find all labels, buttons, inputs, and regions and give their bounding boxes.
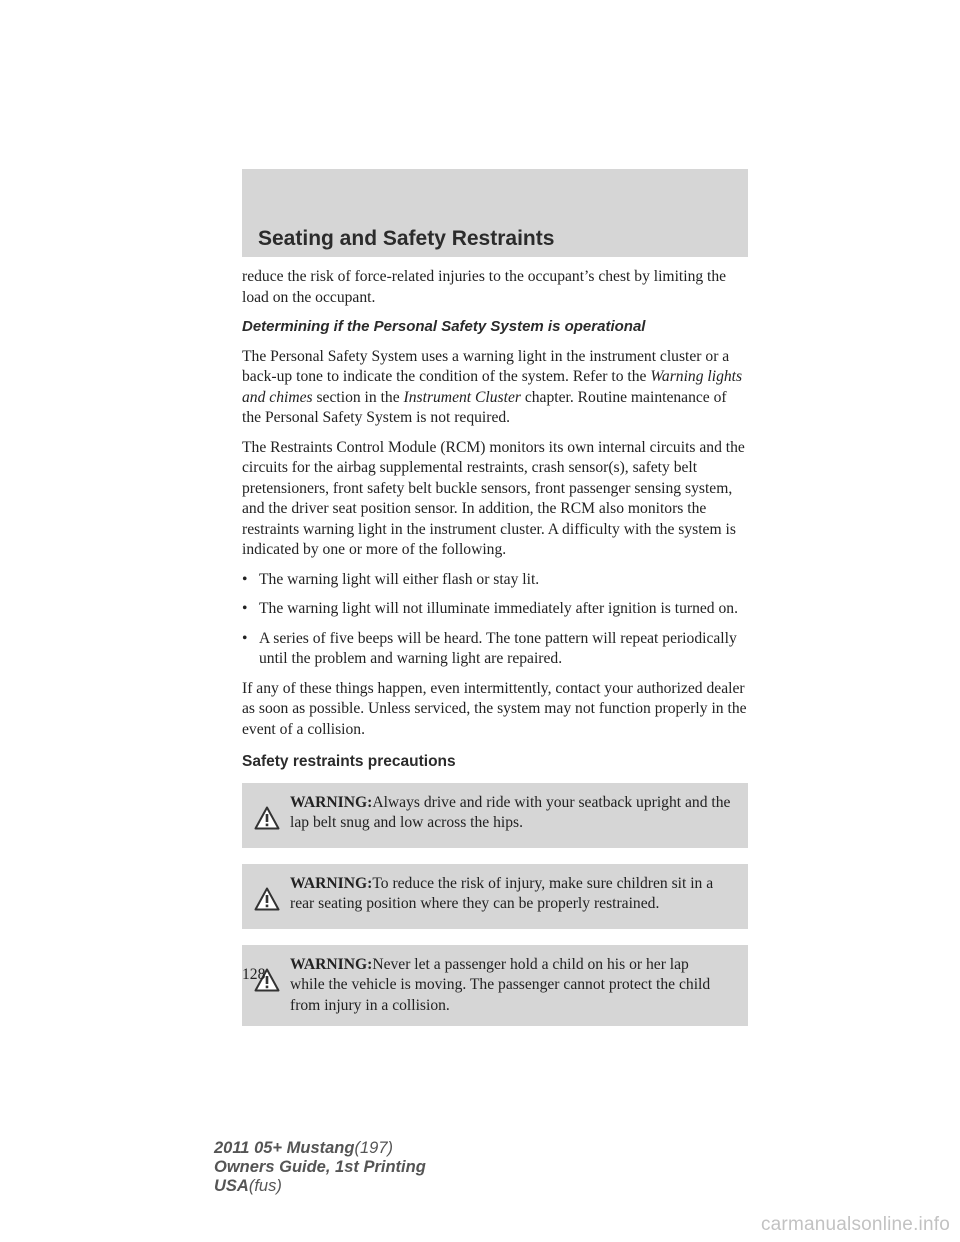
list-item-text: The warning light will not illuminate immediately after ignition is turned on. — [259, 600, 738, 617]
warning-box-children — [242, 864, 748, 929]
reference-warning-lights: Warning lights and chimes — [242, 368, 743, 406]
paragraph-rcm: The Restraints Control Module (RCM) monitors its own internal circuits and the circuits for the airbag supplemental restraints, crash sensor(s), safety belt pretensioners, front safety belt buckle sensors, front passenger sensing system, and the driver seat position sensor. In addition, the RCM also monitors the restraints warning light in the instrument cluster. A difficulty with the system is indicated by one or more of the following. — [242, 438, 745, 558]
list-item-text: The warning light will either flash or stay lit. — [259, 570, 540, 588]
warning-label: WARNING: — [290, 874, 373, 892]
footer-model: 2011 05+ Mustang — [214, 1139, 355, 1157]
footer-line-region — [214, 1177, 426, 1196]
list-item-text: A series of five beeps will be heard. The tone pattern will repeat periodically until the problem and warning light are repaired. — [259, 629, 737, 667]
bullet-dot: • — [242, 600, 248, 617]
footer-line-printing — [214, 1158, 426, 1177]
list-item — [242, 629, 748, 670]
warning-text-first: Never let a passenger hold a child on his or her lap — [372, 955, 689, 973]
footer-region: USA — [214, 1177, 249, 1195]
page-number: 128 — [242, 966, 266, 983]
paragraph-continued: reduce the risk of force-related injuries to the occupant’s chest by limiting the load on the occupant. — [242, 268, 727, 306]
warning-text: Always drive and ride with your seatback upright and the lap belt snug and low across the hips. — [290, 793, 731, 831]
paragraph-system-text-c: chapter. Routine maintenance of the Personal Safety System is not required. — [242, 388, 727, 426]
paragraph-system-indicator — [242, 347, 748, 429]
bullet-dot: • — [242, 570, 248, 588]
paragraph-contact-dealer: If any of these things happen, even intermittently, contact your authorized dealer as soon as possible. Unless serviced, the system may not function properly in the event of a collision. — [242, 679, 747, 738]
warning-text-rest: while the vehicle is moving. The passenger cannot protect the child from injury in a collision. — [290, 976, 711, 1014]
footer-printing: Owners Guide, 1st Printing — [214, 1158, 426, 1176]
warning-label: WARNING: — [290, 955, 373, 973]
warning-box-lap-child — [242, 945, 748, 1027]
paragraph-system-text-b: section in the — [312, 388, 404, 406]
warning-label: WARNING: — [290, 793, 373, 811]
section-title: Seating and Safety Restraints — [258, 227, 555, 250]
list-item — [242, 570, 748, 591]
site-watermark: carmanualsonline.info — [760, 1214, 950, 1235]
warning-box-seatback — [242, 783, 748, 848]
symptom-list — [242, 570, 748, 670]
print-footer — [214, 1139, 426, 1196]
page-content — [242, 267, 748, 1042]
footer-region-code: (fus) — [248, 1177, 282, 1195]
warning-text: To reduce the risk of injury, make sure children sit in a rear seating position where they can be properly restrained. — [290, 874, 714, 912]
subheading-operational: Determining if the Personal Safety System is operational — [242, 318, 646, 335]
paragraph-system-text-a: The Personal Safety System uses a warning light in the instrument cluster or a back-up tone to indicate the condition of the system. Refer to the — [242, 347, 730, 385]
bullet-dot: • — [242, 629, 248, 647]
list-item — [242, 599, 748, 620]
reference-instrument-cluster: Instrument Cluster — [403, 388, 521, 406]
footer-line-model — [214, 1139, 426, 1158]
warning-triangle-icon — [254, 806, 280, 830]
footer-model-code: (197) — [354, 1139, 393, 1157]
section-heading-precautions: Safety restraints precautions — [242, 753, 456, 770]
warning-first-line — [248, 955, 740, 976]
warning-triangle-icon — [254, 887, 280, 911]
section-header-band — [242, 169, 748, 257]
